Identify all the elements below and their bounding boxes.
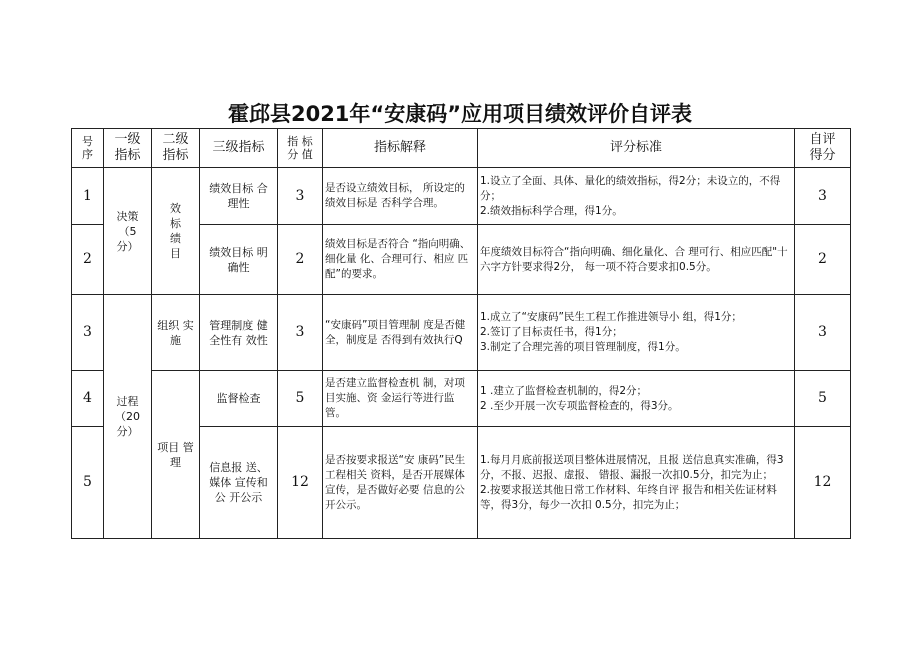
row-score: 12	[795, 427, 851, 539]
row-seq: 1	[72, 168, 104, 225]
level2-goal: 效 标 绩 目	[152, 168, 200, 295]
row-score: 3	[795, 168, 851, 225]
row-explain: 是否建立监督检查机 制，对项目实施、资 金运行等进行监管。	[323, 371, 478, 427]
header-weight: 指 标 分 值	[278, 129, 323, 168]
level2-project: 项目 管 理	[152, 371, 200, 539]
row-seq: 3	[72, 295, 104, 371]
level2-org: 组织 实 施	[152, 295, 200, 371]
row-weight: 5	[278, 371, 323, 427]
row-weight: 3	[278, 295, 323, 371]
row-weight: 3	[278, 168, 323, 225]
row-score: 3	[795, 295, 851, 371]
table-row	[72, 371, 851, 427]
header-row	[72, 129, 851, 168]
row-level3: 绩效目标 明 确性	[200, 225, 278, 295]
row-explain: 是否设立绩效目标， 所设定的绩效目标是 否科学合理。	[323, 168, 478, 225]
row-explain: “安康码”项目管理制 度是否健全，制度是 否得到有效执行Q	[323, 295, 478, 371]
header-level2: 二级 指标	[152, 129, 200, 168]
row-level3: 监督检查	[200, 371, 278, 427]
row-standard: 1.每月月底前报送项目整体进展情况，且报 送信息真实准确，得3分，不报、迟报、虚报、 错报、漏报一次扣0.5分，扣完为止； 2.按要求报送其他日常工作材料、年终自评 报告和相关佐证材料等，得3分，每少一次扣 0.5分，扣完为止；	[478, 427, 795, 539]
row-level3: 绩效目标 合 理性	[200, 168, 278, 225]
level1-process: 过程 （20 分）	[104, 295, 152, 539]
page-title: 霍邱县2021年“安康码”应用项目绩效评价自评表	[227, 102, 693, 126]
evaluation-table	[71, 128, 851, 539]
row-weight: 12	[278, 427, 323, 539]
header-seq: 号 序	[72, 129, 104, 168]
row-explain: 是否按要求报送“安 康码”民生工程相关 资料，是否开展媒体 宣传，是否做好必要 信息的公开公示。	[323, 427, 478, 539]
row-standard: 年度绩效目标符合“指向明确、细化量化、合 理可行、相应匹配"十六字方针要求得2分， 每一项不符合要求扣0.5分。	[478, 225, 795, 295]
table-row	[72, 168, 851, 225]
header-explain: 指标解释	[323, 129, 478, 168]
row-level3: 信息报 送、 媒体 宣传和 公 开公示	[200, 427, 278, 539]
header-self-score: 自评 得分	[795, 129, 851, 168]
row-seq: 4	[72, 371, 104, 427]
row-standard: 1.设立了全面、具体、量化的绩效指标，得2分；未设立的，不得分； 2.绩效指标科学合理，得1分。	[478, 168, 795, 225]
row-seq: 5	[72, 427, 104, 539]
header-level1: 一级 指标	[104, 129, 152, 168]
row-standard: 1 .建立了监督检查机制的，得2分； 2 .至少开展一次专项监督检查的，得3分。	[478, 371, 795, 427]
row-score: 2	[795, 225, 851, 295]
row-score: 5	[795, 371, 851, 427]
row-seq: 2	[72, 225, 104, 295]
header-standard: 评分标准	[478, 129, 795, 168]
row-standard: 1.成立了“安康码”民生工程工作推进领导小 组，得1分； 2.签订了目标责任书，得1分； 3.制定了合理完善的项目管理制度，得1分。	[478, 295, 795, 371]
table-row	[72, 295, 851, 371]
row-level3: 管理制度 健 全性有 效性	[200, 295, 278, 371]
row-weight: 2	[278, 225, 323, 295]
level1-decision: 决策 （5 分）	[104, 168, 152, 295]
header-level3: 三级指标	[200, 129, 278, 168]
row-explain: 绩效目标是否符合 “指向明确、细化量 化、合理可行、相应 匹配”的要求。	[323, 225, 478, 295]
